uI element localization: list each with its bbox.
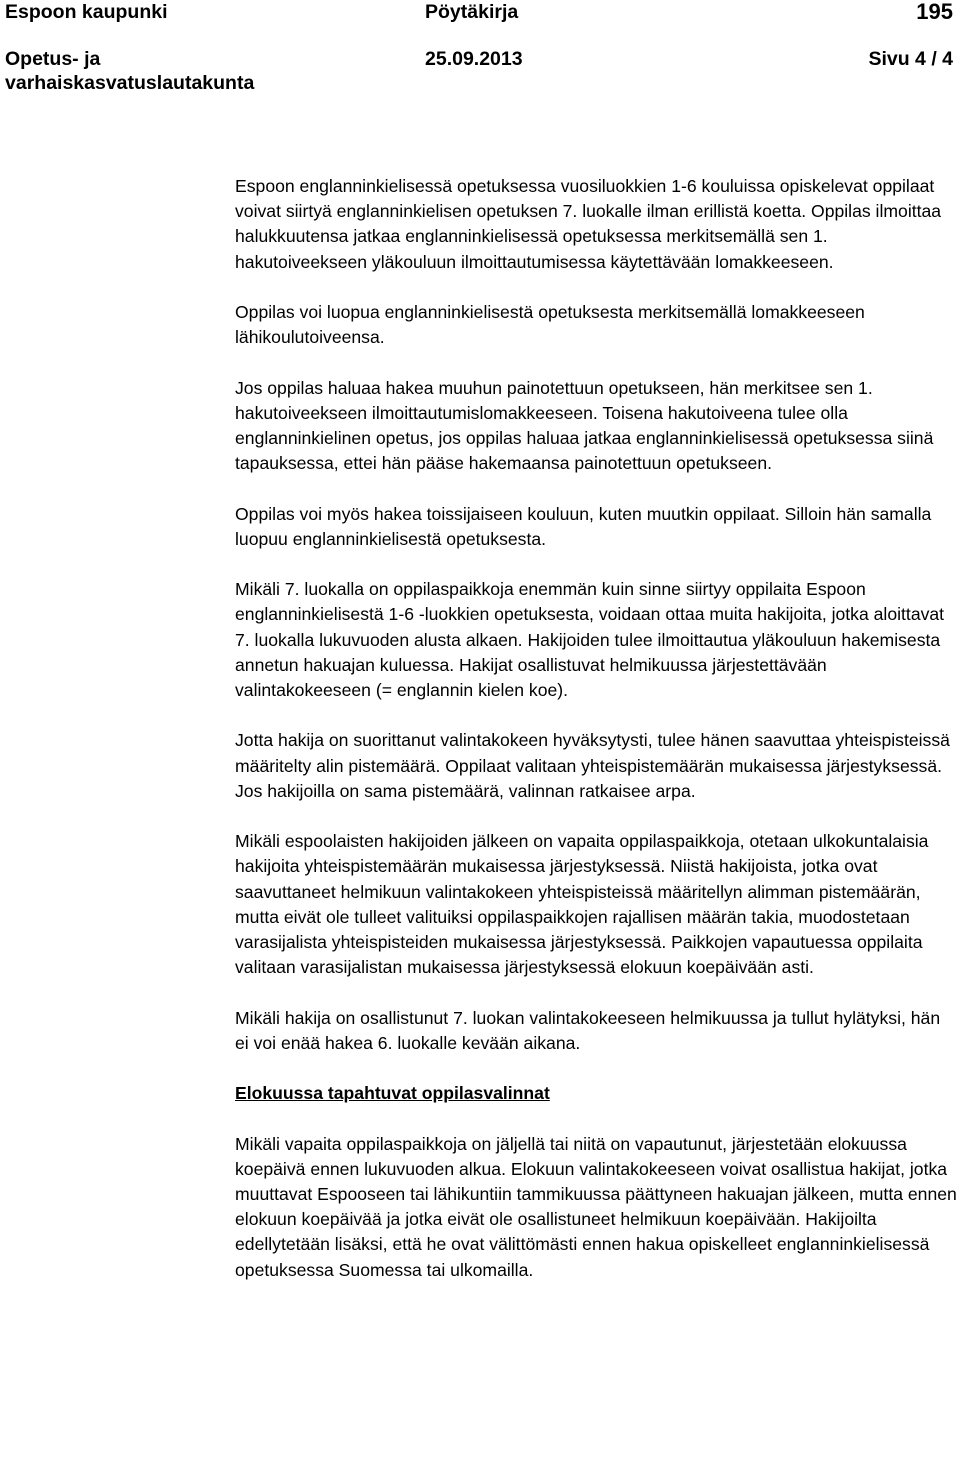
document-type: Pöytäkirja: [425, 1, 519, 23]
document-body: [235, 174, 957, 1308]
paragraph: Mikäli vapaita oppilaspaikkoja on jäljellä tai niitä on vapautunut, järjestetään elokuussa koepäivä ennen lukuvuoden alkua. Elokuun valintakokeeseen voivat osallistua hakijat, jotka muuttavat Espooseen tai lähikuntiin tammikuussa päättyneen hakuajan jälkeen, mutta ennen elokuun koepäivää ja jotka eivät ole osallistuneet helmikuun koepäivään. Hakijoilta edellytetään lisäksi, että he ovat välittömästi ennen hakua opiskelleet englanninkielisessä opetuksessa Suomessa tai ulkomailla.: [235, 1133, 957, 1280]
paragraph: Mikäli hakija on osallistunut 7. luokan valintakokeeseen helmikuussa ja tullut hylätyksi, hän ei voi enää hakea 6. luokalle kevään aikana.: [235, 1007, 941, 1053]
document-number: 195: [916, 0, 953, 24]
paragraph: Mikäli espoolaisten hakijoiden jälkeen on vapaita oppilaspaikkoja, otetaan ulkokuntalaisia hakijoita yhteispistemäärän mukaisessa järjestyksessä. Niistä hakijoista, jotka ovat saavuttaneet helmikuun valintakokeen yhteispisteissä määritellyn alimman pistemäärän, mutta eivät ole tulleet valituiksi oppilaspaikkojen rajallisen määrän takia, muodostetaan varasijalista yhteispisteiden mukaisessa järjestyksessä. Paikkojen vapautuessa oppilaita valitaan varasijalistan mukaisessa järjestyksessä elokuun koepäivään asti.: [235, 831, 929, 978]
page-number: Sivu 4 / 4: [868, 48, 953, 70]
organization-name: Espoon kaupunki: [5, 1, 168, 23]
paragraph: Espoon englanninkielisessä opetuksessa vuosiluokkien 1-6 kouluissa opiskelevat oppilaat voivat siirtyä englanninkielisen opetuksen 7. luokalle ilman erillistä koetta. Oppilas ilmoittaa halukkuutensa jatkaa englanninkielisessä opetuksessa merkitsemällä sen 1. hakutoiveekseen yläkouluun ilmoittautumisessa käytettävään lomakkeeseen.: [235, 176, 942, 272]
paragraph: Jotta hakija on suorittanut valintakokeen hyväksytysti, tulee hänen saavuttaa yhteispisteissä määritelty alin pistemäärä. Oppilaat valitaan yhteispistemäärän mukaisessa järjestyksessä. Jos hakijoilla on sama pistemäärä, valinnan ratkaisee arpa.: [235, 730, 950, 801]
paragraph: Oppilas voi myös hakea toissijaiseen kouluun, kuten muutkin oppilaat. Silloin hän samalla luopuu englanninkielisestä opetuksesta.: [235, 503, 932, 549]
paragraph: Jos oppilas haluaa hakea muuhun painotettuun opetukseen, hän merkitsee sen 1. hakutoiveekseen ilmoittautumislomakkeeseen. Toisena hakutoiveena tulee olla englanninkielinen opetus, jos oppilas haluaa jatkaa englanninkielisessä opetuksessa siinä tapauksessa, ettei hän pääse hakemaansa painotettuun opetukseen.: [235, 377, 934, 474]
paragraph: Mikäli 7. luokalla on oppilaspaikkoja enemmän kuin sinne siirtyy oppilaita Espoon englanninkielisestä 1-6 -luokkien opetuksesta, voidaan ottaa muita hakijoita, jotka aloittavat 7. luokalla lukuvuoden alusta alkaen. Hakijoiden tulee ilmoittautua yläkouluun hakemisesta annetun hakuajan kuluessa. Hakijat osallistuvat helmikuussa järjestettävään valintakokeeseen (= englannin kielen koe).: [235, 579, 945, 700]
paragraph: Oppilas voi luopua englanninkielisestä opetuksesta merkitsemällä lomakkeeseen lähikoulutoiveensa.: [235, 302, 865, 348]
board-name: Opetus- ja varhaiskasvatuslautakunta: [5, 48, 255, 94]
section-heading: Elokuussa tapahtuvat oppilasvalinnat: [235, 1083, 550, 1104]
meeting-date: 25.09.2013: [425, 48, 523, 70]
